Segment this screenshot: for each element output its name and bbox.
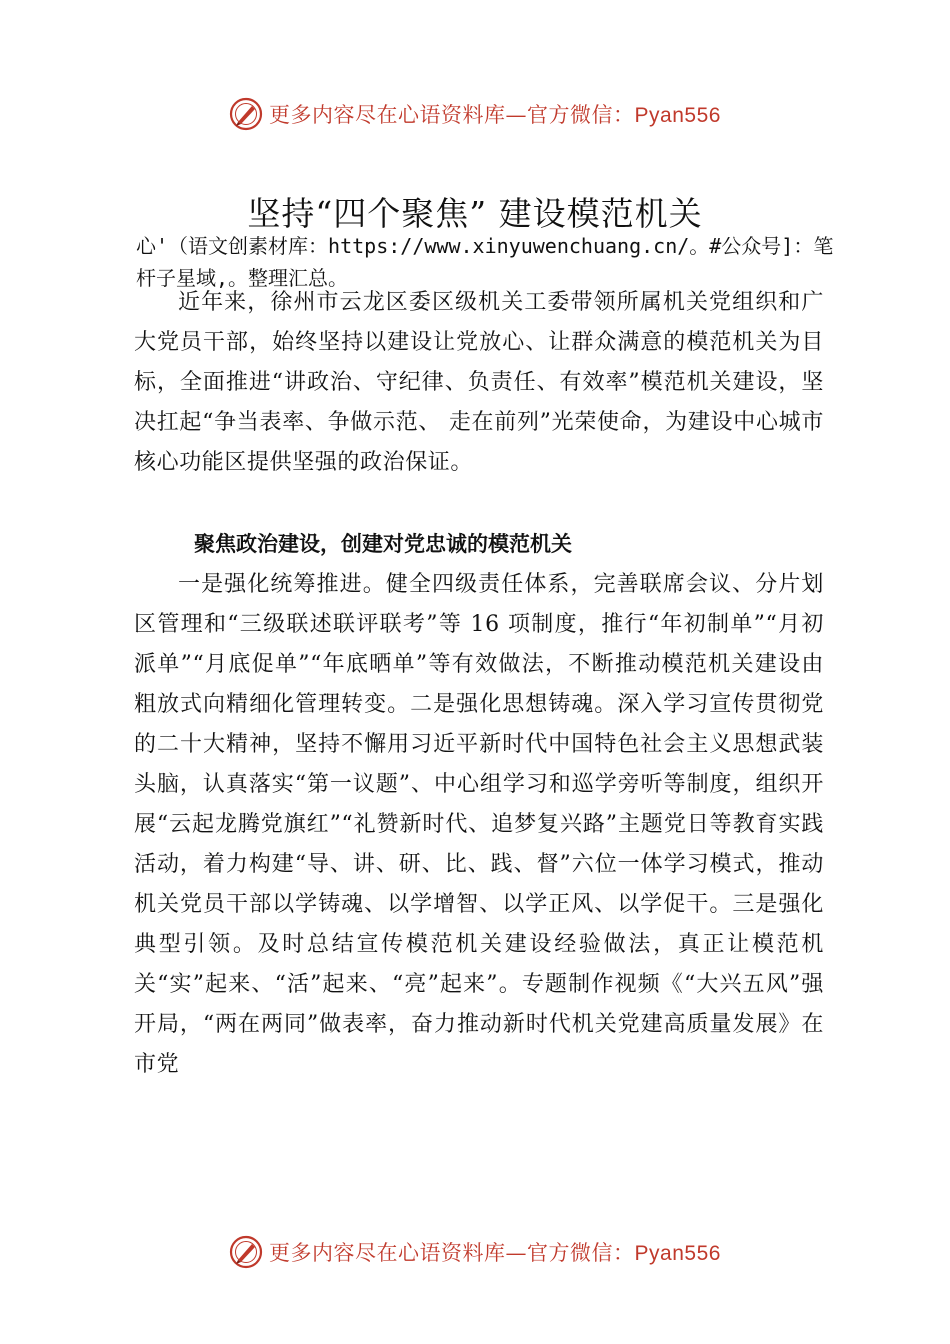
section-body-paragraph: 一是强化统筹推进。健全四级责任体系，完善联席会议、分片划区管理和“三级联述联评联考”等 16 项制度，推行“年初制单”“月初派单”“月底促单”“年底晒单”等有效做法，不断推动模范机关建设由粗放式向精细化管理转变。二是强化思想铸魂。深入学习宣传贯彻党的二十大精神，坚持不懈用习近平新时代中国特色社会主义思想武装头脑，认真落实“第一议题”、中心组学习和巡学旁听等制度，组织开展“云起龙腾党旗红”“礼赞新时代、追梦复兴路”主题党日等教育实践活动，着力构建“导、讲、研、比、践、督”六位一体学习模式，推动机关党员干部以学铸魂、以学增智、以学正风、以学促干。三是强化典型引领。及时总结宣传模范机关建设经验做法，真正让模范机关“实”起来、“活”起来、“亮”起来”。专题制作视频《“大兴五风”强开局，“两在两同”做表率，奋力推动新时代机关党建高质量发展》在市党: [134, 572, 824, 1077]
document-title: 坚持“四个聚焦” 建设模范机关: [247, 194, 703, 233]
section-heading: 聚焦政治建设，创建对党忠诚的模范机关: [194, 532, 572, 556]
watermark-text: 更多内容尽在心语资料库—官方微信：Pyan556: [269, 103, 721, 127]
seal-pen-icon: [229, 97, 263, 131]
watermark-banner-bottom: [0, 1232, 950, 1272]
source-note: 心'（语文创素材库：https://www.xinyuwenchuang.cn/。#公众号]：笔杆子星域,。整理汇总。: [136, 234, 834, 290]
watermark-handle: Pyan556: [634, 1242, 721, 1265]
watermark-text: 更多内容尽在心语资料库—官方微信：Pyan556: [269, 1241, 721, 1265]
seal-pen-icon: [229, 1235, 263, 1269]
watermark-handle: Pyan556: [634, 104, 721, 127]
watermark-banner-top: [0, 94, 950, 134]
intro-paragraph: 近年来，徐州市云龙区委区级机关工委带领所属机关党组织和广大党员干部，始终坚持以建设让党放心、让群众满意的模范机关为目标，全面推进“讲政治、守纪律、负责任、有效率”模范机关建设，坚决扛起“争当表率、争做示范、 走在前列”光荣使命，为建设中心城市核心功能区提供坚强的政治保证。: [134, 290, 824, 475]
